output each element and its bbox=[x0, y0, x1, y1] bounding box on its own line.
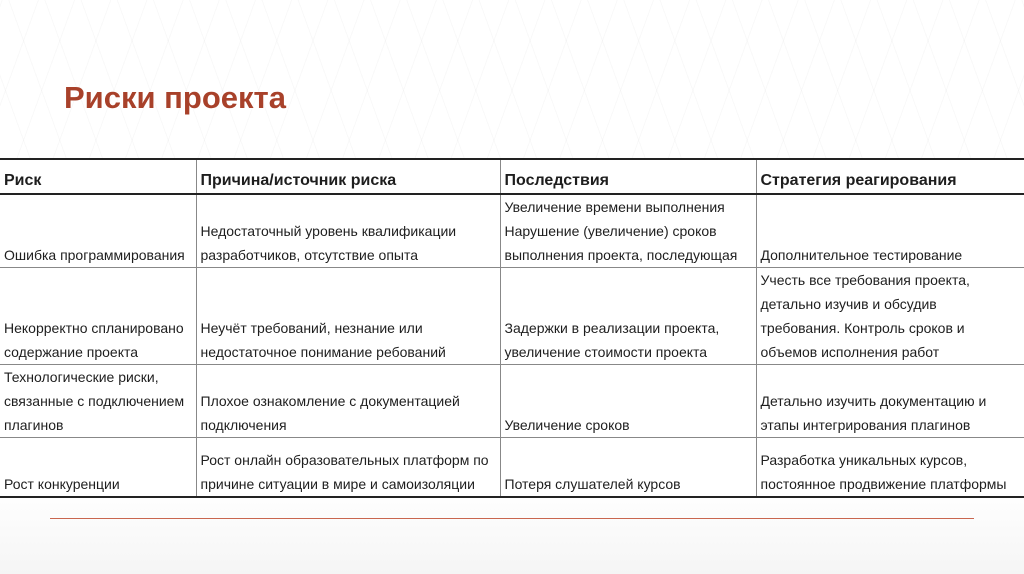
cell-cause bbox=[196, 194, 500, 268]
risk-table-container bbox=[0, 158, 1024, 490]
cell-cause bbox=[196, 438, 500, 498]
header-strategy: Стратегия реагирования bbox=[756, 159, 1024, 194]
header-risk: Риск bbox=[0, 159, 196, 194]
cell-text: Технологические риски, связанные с подключением плагинов bbox=[4, 369, 185, 433]
cell-text: Рост онлайн образовательных платформ по причине ситуации в мире и самоизоляции bbox=[200, 452, 489, 492]
cell-text: Потеря слушателей курсов bbox=[504, 476, 681, 492]
cell-consequence bbox=[500, 438, 756, 498]
cell-consequence bbox=[500, 268, 756, 365]
cell-text: Неучёт требований, незнание или недостаточное понимание ребований bbox=[200, 320, 446, 360]
cell-text: Ошибка программирования bbox=[4, 247, 185, 263]
cell-text: Дополнительное тестирование bbox=[760, 247, 963, 263]
cell-text: Плохое ознакомление с документацией подключения bbox=[200, 393, 460, 433]
cell-risk bbox=[0, 194, 196, 268]
cell-risk bbox=[0, 365, 196, 438]
table-row bbox=[0, 268, 1024, 365]
cell-risk bbox=[0, 438, 196, 498]
cell-text: Детально изучить документацию и этапы интегрирования плагинов bbox=[760, 393, 987, 433]
cell-line: Нарушение (увеличение) сроков bbox=[504, 223, 717, 239]
cell-text: Рост конкуренции bbox=[4, 476, 120, 492]
cell-text: Задержки в реализации проекта, увеличение стоимости проекта bbox=[504, 320, 720, 360]
cell-text: Недостаточный уровень квалификации разработчиков, отсутствие опыта bbox=[200, 223, 457, 263]
table-row bbox=[0, 194, 1024, 268]
cell-risk bbox=[0, 268, 196, 365]
cell-text: Учесть все требования проекта, детально изучив и обсудив требования. Контроль сроков и объемов исполнения работ bbox=[760, 272, 970, 360]
cell-text: Увеличение сроков bbox=[504, 417, 630, 433]
table-row bbox=[0, 365, 1024, 438]
cell-text: Некорректно спланировано содержание проекта bbox=[4, 320, 184, 360]
cell-strategy bbox=[756, 438, 1024, 498]
cell-line: Увеличение времени выполнения bbox=[504, 199, 725, 215]
header-cause: Причина/источник риска bbox=[196, 159, 500, 194]
cell-cause bbox=[196, 268, 500, 365]
table-row bbox=[0, 438, 1024, 498]
cell-line: выполнения проекта, последующая bbox=[504, 247, 738, 263]
cell-consequence bbox=[500, 365, 756, 438]
cell-strategy bbox=[756, 268, 1024, 365]
cell-strategy bbox=[756, 365, 1024, 438]
slide-footer-band bbox=[0, 490, 1024, 574]
cell-text: Разработка уникальных курсов, постоянное продвижение платформы bbox=[760, 452, 1007, 492]
cell-strategy bbox=[756, 194, 1024, 268]
cell-consequence bbox=[500, 194, 756, 268]
cell-cause bbox=[196, 365, 500, 438]
header-consequences: Последствия bbox=[500, 159, 756, 194]
table-header-row bbox=[0, 159, 1024, 194]
slide-title: Риски проекта bbox=[64, 80, 286, 115]
footer-divider bbox=[50, 518, 974, 519]
risk-table bbox=[0, 158, 1024, 498]
